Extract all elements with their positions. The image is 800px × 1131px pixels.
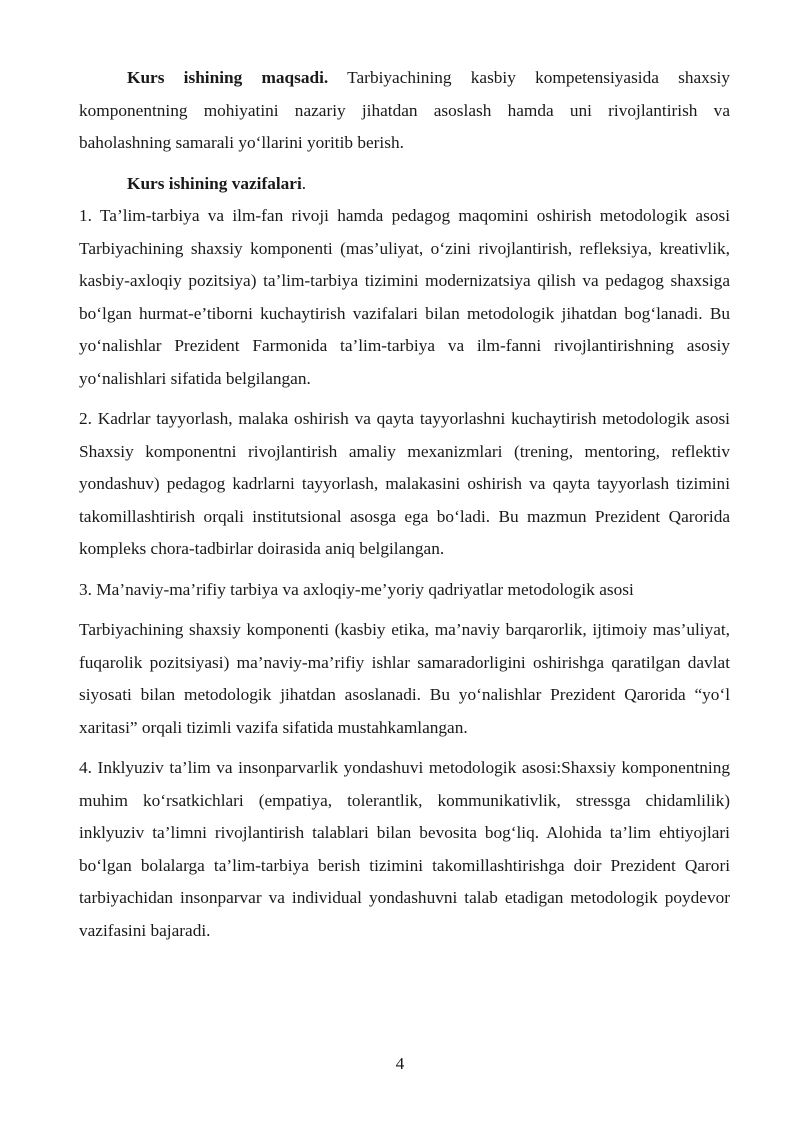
goal-text: Tarbiyachining kasbiy kompetensiyasida shaxsiy komponentning mohiyatini nazariy jihatdan asoslash hamda uni rivojlantirish va baholashning samarali yo‘llarini yoritib berish. (79, 68, 730, 152)
tasks-heading-suffix: . (301, 173, 307, 193)
task-paragraph-3-body: Tarbiyachining shaxsiy komponenti (kasbiy etika, ma’naviy barqarorlik, ijtimoiy mas’uliyat, fuqarolik pozitsiyasi) ma’naviy-ma’rifiy ishlar samaradorligini oshirishga qaratilgan davlat siyosati bilan metodologik jihatdan asoslanadi. Bu yo‘nalishlar Prezident Qarorida “yo‘l xaritasi” orqali tizimli vazifa sifatida mustahkamlangan. (79, 620, 730, 737)
document-page (79, 62, 730, 947)
goal-heading: Kurs ishining maqsadi. (127, 68, 329, 87)
tasks-heading-line (79, 168, 730, 201)
task-paragraph-3-heading: 3. Ma’naviy-ma’rifiy tarbiya va axloqiy-me’yoriy qadriyatlar metodologik asosi (79, 579, 634, 599)
task-paragraph-1: 1. Ta’lim-tarbiya va ilm-fan rivoji hamda pedagog maqomini oshirish metodologik asosi Tarbiyachining shaxsiy komponenti (mas’uliyat, o‘zini rivojlantirish, refleksiya, kreativlik, kasbiy-axloqiy pozitsiya) ta’lim-tarbiya tizimini modernizatsiya qilish va pedagog shaxsiga bo‘lgan hurmat-e’tiborni kuchaytirish vazifalari bilan metodologik jihatdan bog‘lanadi. Bu yo‘nalishlar Prezident Farmonida ta’lim-tarbiya va ilm-fanni rivojlantirishning asosiy yo‘nalishlari sifatida belgilangan. (79, 206, 730, 388)
tasks-heading: Kurs ishining vazifalari (127, 173, 302, 193)
page-number: 4 (395, 1054, 405, 1073)
task-paragraph-4: 4. Inklyuziv ta’lim va insonparvarlik yondashuvi metodologik asosi:Shaxsiy komponentning muhim ko‘rsatkichlari (empatiya, tolerantlik, kommunikativlik, stressga chidamlilik) inklyuziv ta’limni rivojlantirish talablari bilan bevosita bog‘liq. Alohida ta’lim ehtiyojlari bo‘lgan bolalarga ta’lim-tarbiya berish tizimini takomillashtirishga doir Prezident Qarori tarbiyachidan insonparvar va individual yondashuvni talab etadigan metodologik poydevor vazifasini bajaradi. (79, 758, 730, 940)
goal-paragraph (79, 62, 730, 160)
task-paragraph-2: 2. Kadrlar tayyorlash, malaka oshirish va qayta tayyorlashni kuchaytirish metodologik asosi Shaxsiy komponentni rivojlantirish amaliy mexanizmlari (trening, mentoring, reflektiv yondashuv) pedagog kadrlarni tayyorlash, malakasini oshirish va qayta tayyorlash tizimini takomillashtirish orqali institutsional asosga ega bo‘ladi. Bu mazmun Prezident Qarorida kompleks chora-tadbirlar doirasida aniq belgilangan. (79, 409, 730, 558)
